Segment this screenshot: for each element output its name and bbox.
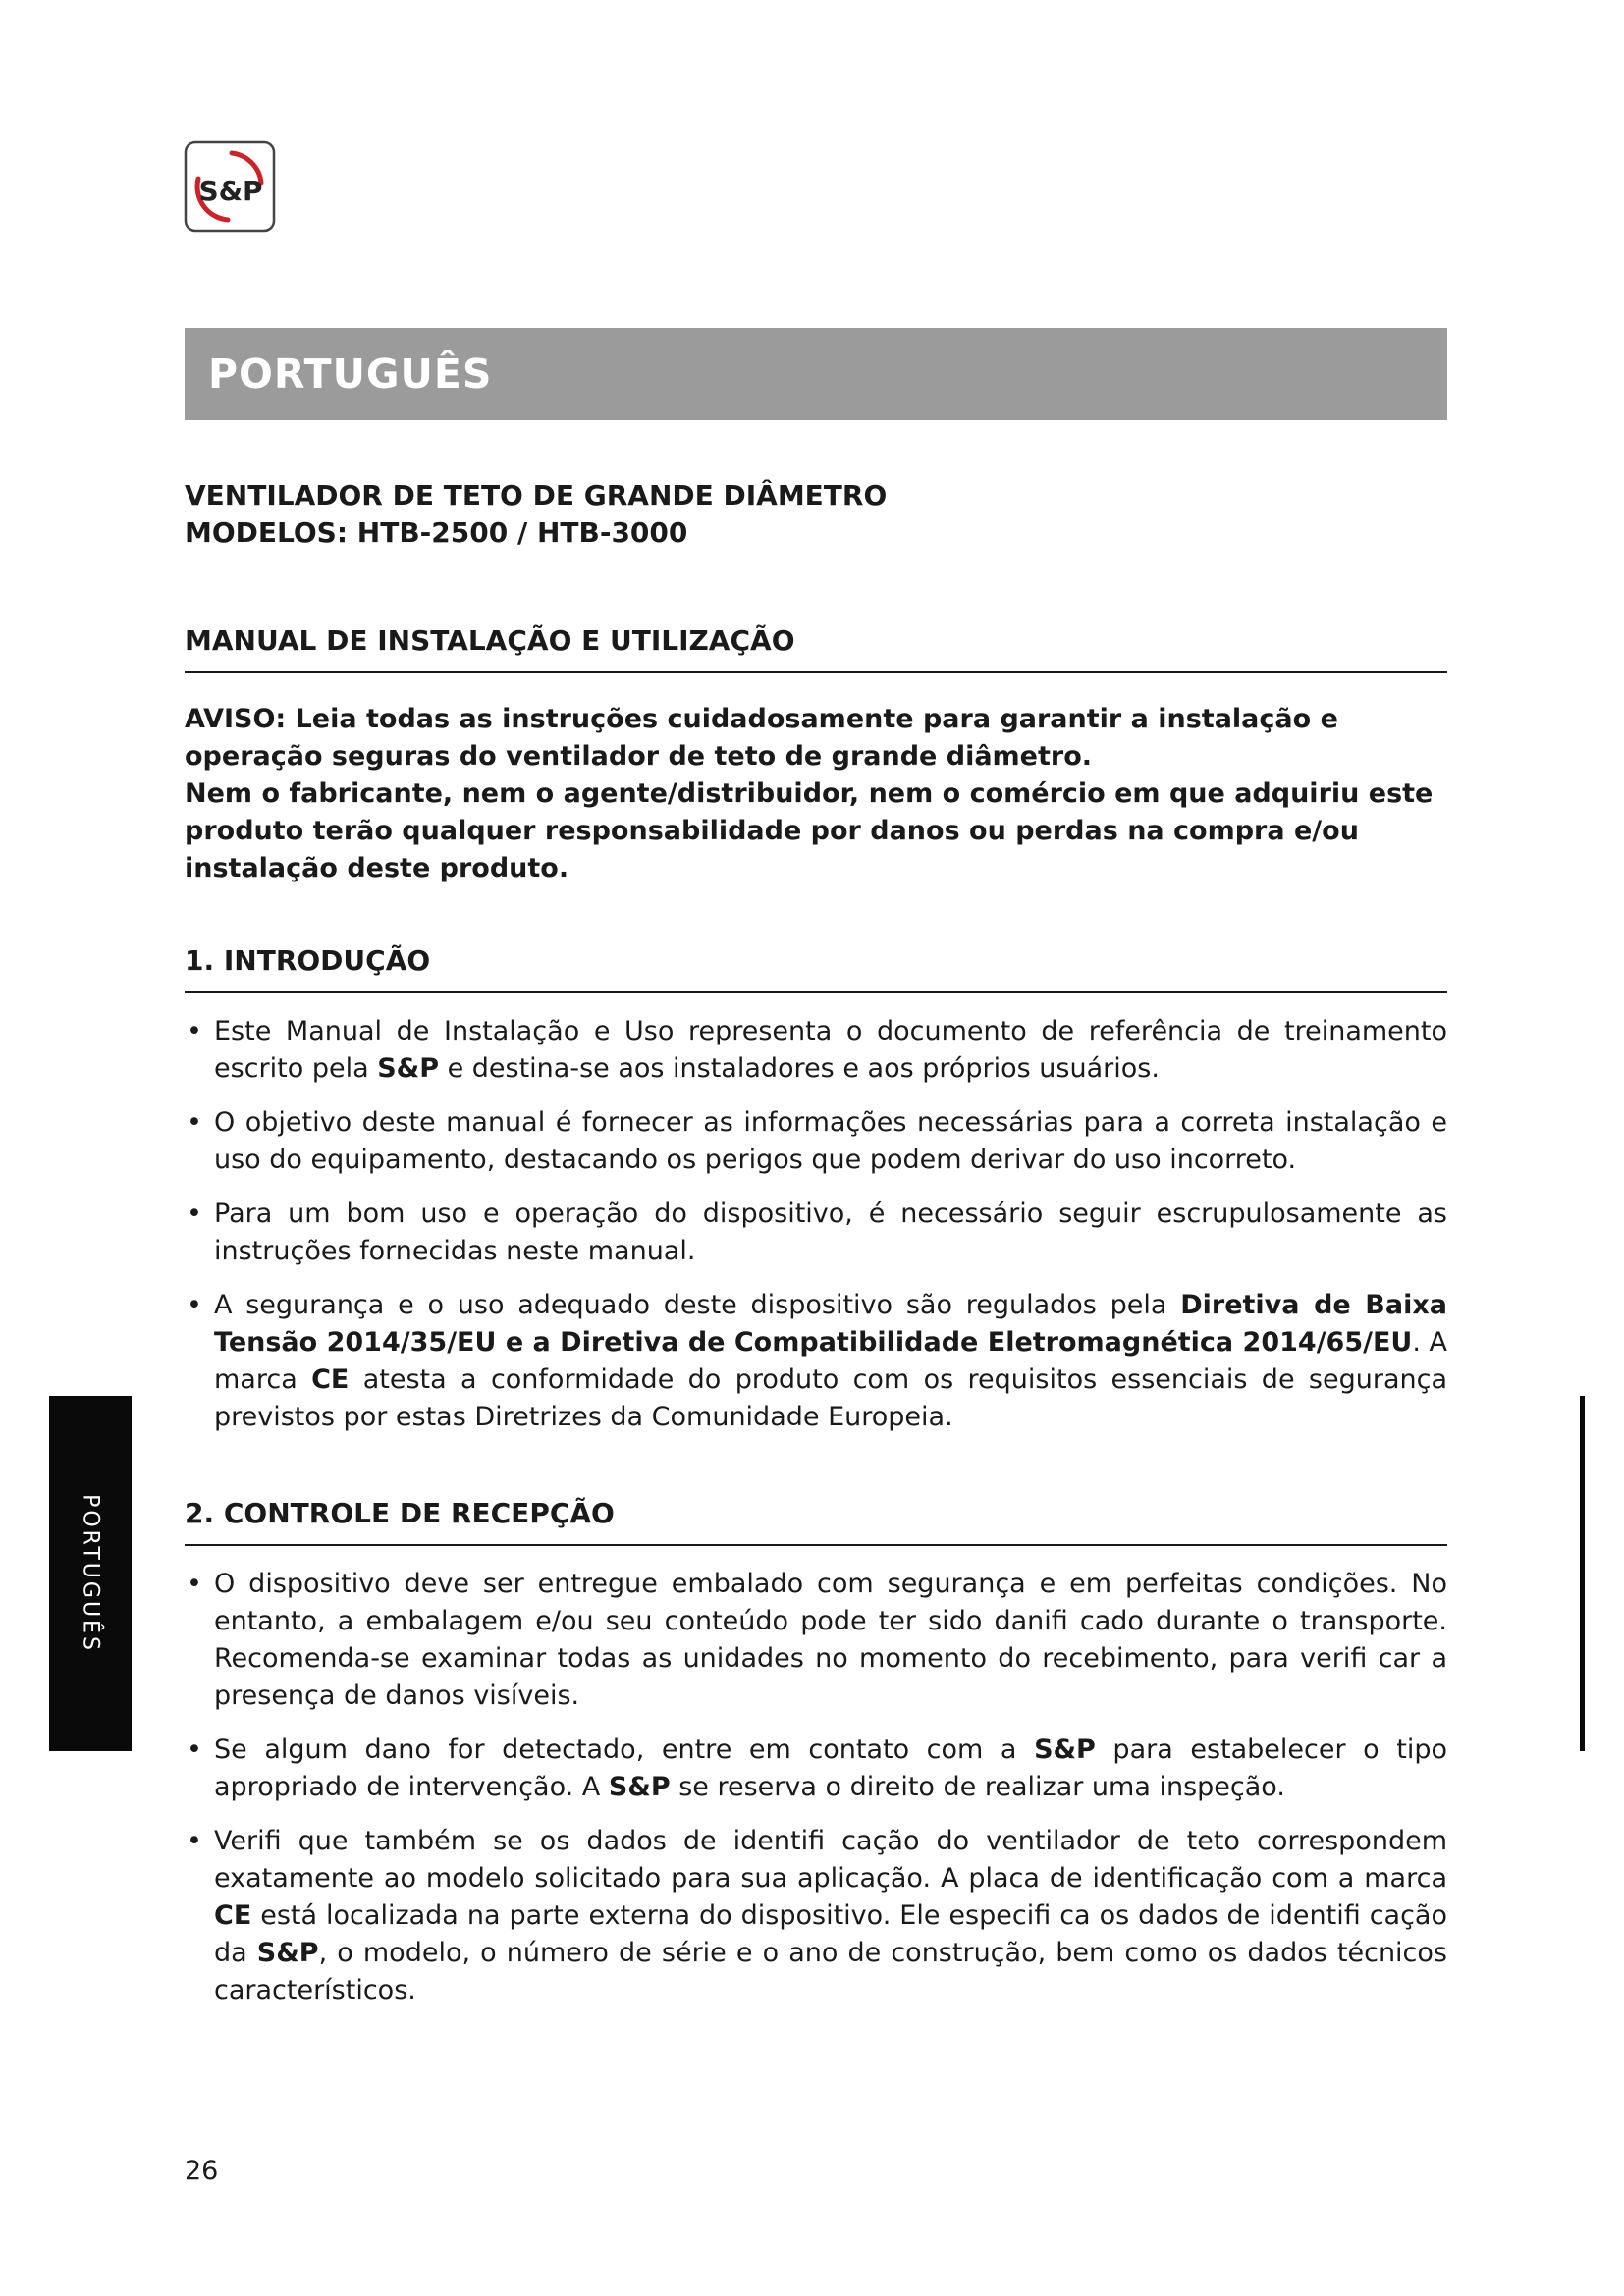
page-number: 26	[185, 2156, 219, 2186]
reception-list	[185, 1566, 1447, 2009]
side-language-tab	[49, 1396, 132, 1751]
models-line: MODELOS: HTB-2500 / HTB-3000	[185, 516, 688, 549]
language-banner-title: PORTUGUÊS	[208, 350, 493, 398]
language-banner	[185, 328, 1447, 420]
intro-list	[185, 1013, 1447, 1436]
manual-heading: MANUAL DE INSTALAÇÃO E UTILIZAÇÃO	[185, 622, 1447, 673]
liability-text: Nem o fabricante, nem o agente/distribuidor, nem o comércio em que adquiriu este produto terão qualquer responsabilidade por danos ou perdas na compra e/ou instalação deste produto.	[185, 778, 1434, 883]
side-marker-line	[1580, 1396, 1585, 1751]
warning-block	[185, 701, 1447, 887]
list-item: • A segurança e o uso adequado deste dispositivo são regulados pela Diretiva de Baixa Tensão 2014/35/EU e a Diretiva de Compatibilidade Eletromagnética 2014/65/EU. A marca CE atesta a conformidade do produto com os requisitos essenciais de segurança previstos por estas Diretrizes da Comunidade Europeia.	[185, 1287, 1447, 1436]
intro-heading: 1. INTRODUÇÃO	[185, 942, 1447, 993]
list-item: • O objetivo deste manual é fornecer as informações necessárias para a correta instalação e uso do equipamento, destacando os perigos que podem derivar do uso incorreto.	[185, 1104, 1447, 1179]
list-item: • Se algum dano for detectado, entre em contato com a S&P para estabelecer o tipo apropriado de intervenção. A S&P se reserva o direito de realizar uma inspeção.	[185, 1732, 1447, 1806]
main-content	[185, 477, 1447, 2026]
reception-heading: 2. CONTROLE DE RECEPÇÃO	[185, 1495, 1447, 1546]
list-item: • Para um bom uso e operação do dispositivo, é necessário seguir escrupulosamente as instruções fornecidas neste manual.	[185, 1196, 1447, 1270]
warning-text: AVISO: Leia todas as instruções cuidadosamente para garantir a instalação e operação seguras do ventilador de teto de grande diâmetro.	[185, 704, 1338, 772]
product-title: VENTILADOR DE TETO DE GRANDE DIÂMETRO	[185, 479, 888, 511]
logo-text: S&P	[198, 175, 263, 207]
side-language-label: PORTUGUÊS	[78, 1494, 103, 1653]
list-item: • O dispositivo deve ser entregue embalado com segurança e em perfeitas condições. No entanto, a embalagem e/ou seu conteúdo pode ter sido danifi cado durante o transporte. Recomenda-se examinar todas as unidades no momento do recebimento, para verifi car a presença de danos visíveis.	[185, 1566, 1447, 1715]
list-item: • Este Manual de Instalação e Uso representa o documento de referência de treinamento escrito pela S&P e destina-se aos instaladores e aos próprios usuários.	[185, 1013, 1447, 1088]
sp-logo	[183, 139, 277, 234]
list-item: • Verifi que também se os dados de identifi cação do ventilador de teto correspondem exatamente ao modelo solicitado para sua aplicação. A placa de identificação com a marca CE está localizada na parte externa do dispositivo. Ele especifi ca os dados de identifi cação da S&P, o modelo, o número de série e o ano de construção, bem como os dados técnicos característicos.	[185, 1823, 1447, 2009]
